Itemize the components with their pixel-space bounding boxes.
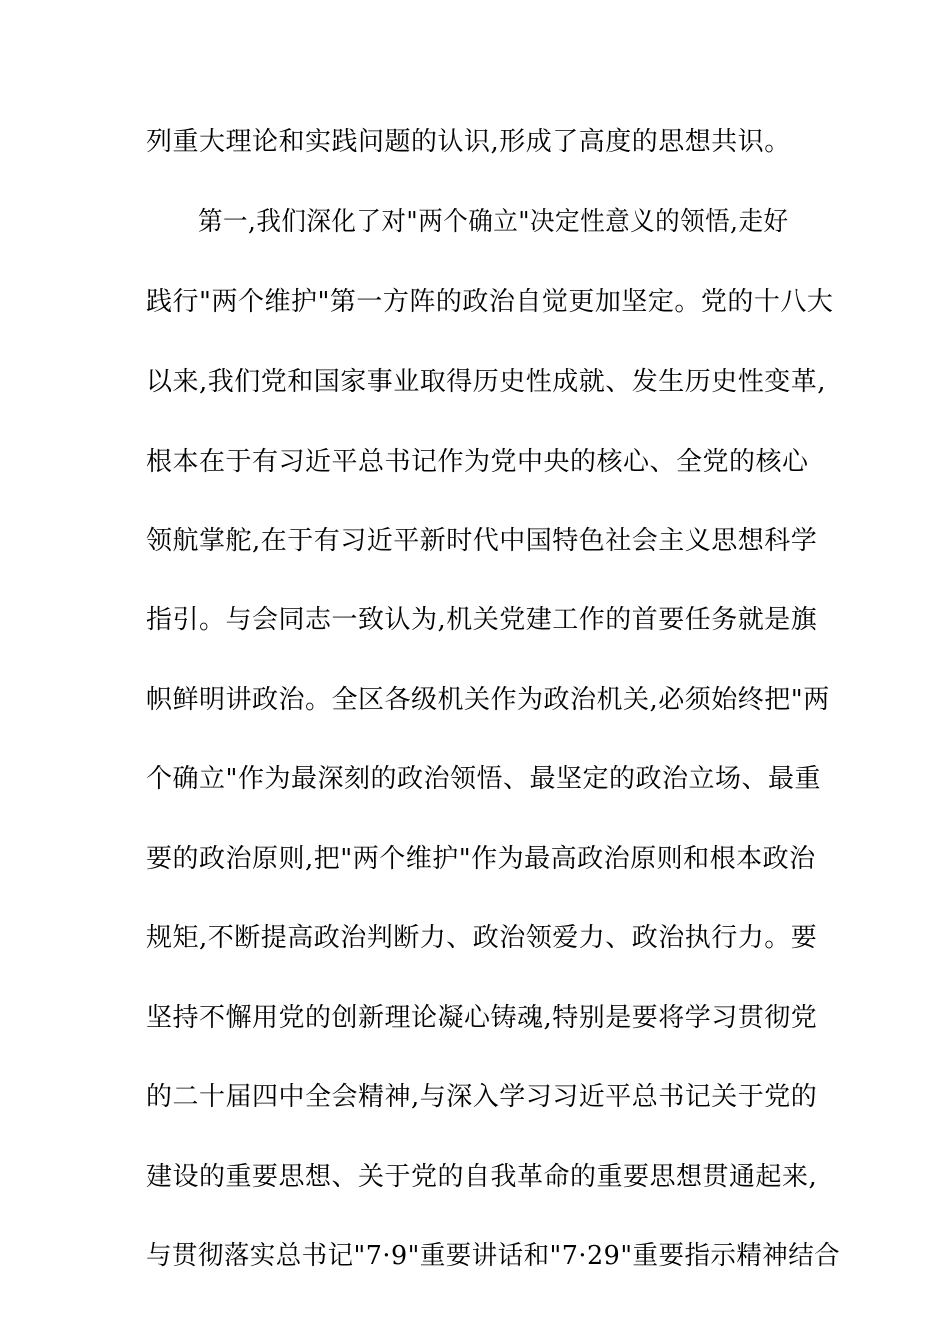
text-line: 坚持不懈用党的创新理论凝心铸魂,特别是要将学习贯彻党 — [146, 1003, 818, 1033]
text-line: 践行"两个维护"第一方阵的政治自觉更加坚定。党的十八大 — [146, 287, 834, 317]
text-line: 指引。与会同志一致认为,机关党建工作的首要任务就是旗 — [146, 605, 818, 635]
text-line: 列重大理论和实践问题的认识,形成了高度的思想共识。 — [146, 127, 791, 157]
text-line: 帜鲜明讲政治。全区各级机关作为政治机关,必须始终把"两 — [146, 685, 830, 715]
text-line: 根本在于有习近平总书记作为党中央的核心、全党的核心 — [146, 447, 809, 477]
text-line: 以来,我们党和国家事业取得历史性成就、发生历史性变革, — [146, 367, 827, 397]
text-line: 建设的重要思想、关于党的自我革命的重要思想贯通起来, — [146, 1162, 818, 1192]
text-line: 的二十届四中全会精神,与深入学习习近平总书记关于党的 — [146, 1082, 818, 1112]
text-line: 个确立"作为最深刻的政治领悟、最坚定的政治立场、最重 — [146, 764, 821, 794]
text-line: 领航掌舵,在于有习近平新时代中国特色社会主义思想科学 — [146, 526, 818, 556]
text-line: 要的政治原则,把"两个维护"作为最高政治原则和根本政治 — [146, 844, 816, 874]
text-line: 与贯彻落实总书记"7·9"重要讲话和"7·29"重要指示精神结合 — [146, 1241, 841, 1271]
paragraph-first-line: 第一,我们深化了对"两个确立"决定性意义的领悟,走好 — [198, 207, 789, 237]
text-line: 规矩,不断提高政治判断力、政治领爱力、政治执行力。要 — [146, 923, 818, 953]
